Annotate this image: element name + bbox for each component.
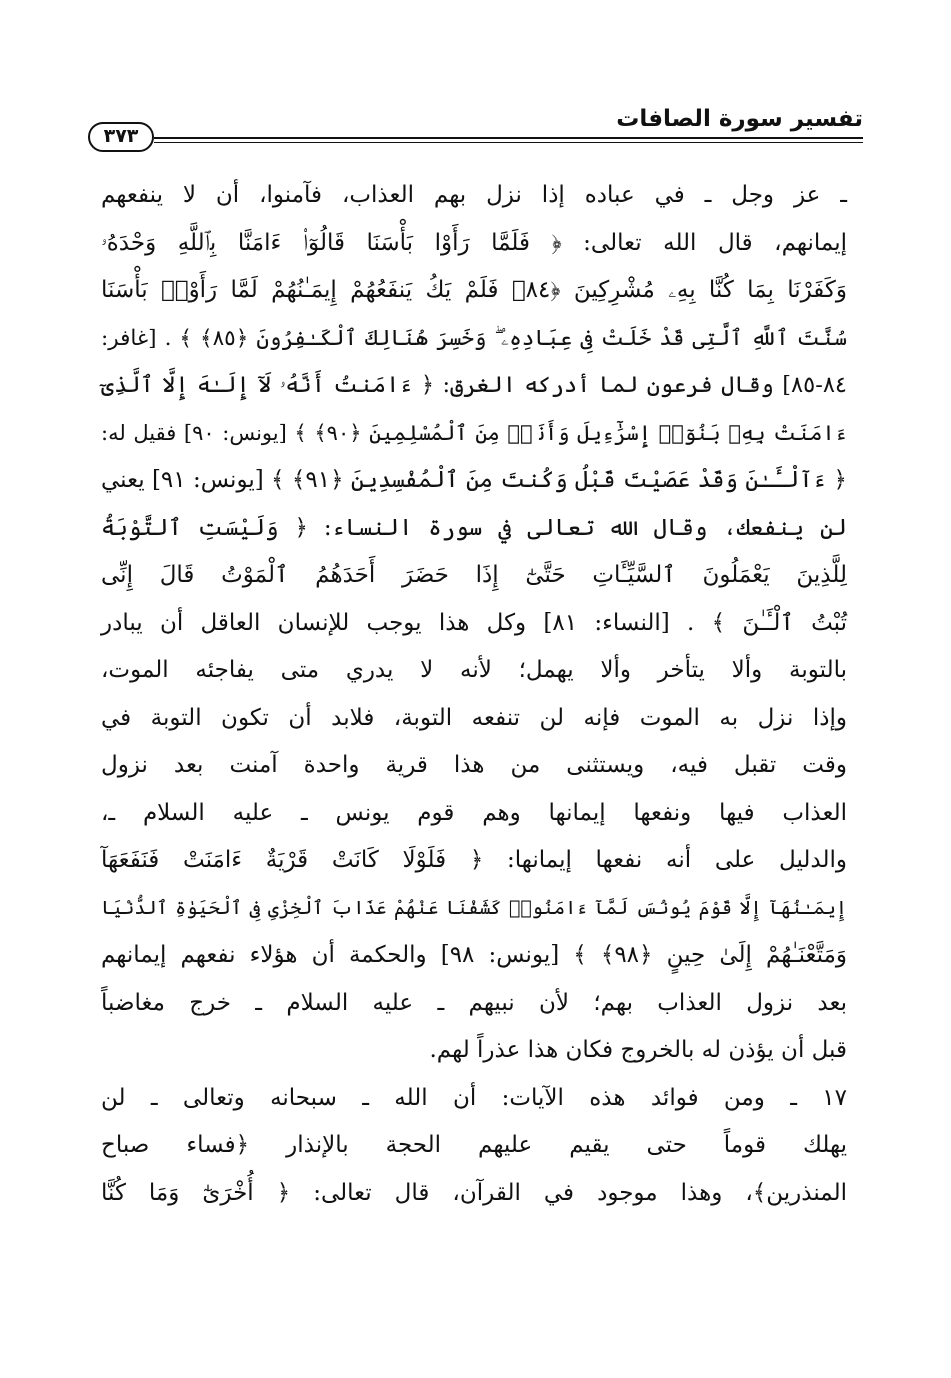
text-line: ءَامَنَتْ بِهِۦ بَنُوٓا۟ إِسْرَٰٓءِيلَ وَأَنَا۠ مِنَ ٱلْمُسْلِمِينَ ﴿٩٠﴾ ﴾ [يونس: ٩٠] فقيل له: [101, 420, 847, 445]
text-line: وقت تقبل فيه، ويستثنى من هذا قرية واحدة آمنت بعد نزول [101, 752, 847, 778]
text-line: تُبْتُ ٱلْـَٔـٰنَ ﴾ . [النساء: ٨١] وكل هذا يوجب للإنسان العاقل أن يبادر [101, 609, 847, 636]
text-line: بعد نزول العذاب بهم؛ لأن نبيهم ـ عليه السلام ـ خرج مغاضباً [101, 989, 847, 1016]
text-line: لن ينفعك، وقال الله تعالى في سورة النساء: ﴿ وَلَيْسَتِ ٱلتَّوْبَةُ [101, 514, 847, 541]
running-title: تفسير سورة الصافات [616, 106, 863, 132]
text-line: إِيمَـٰنُهَآ إِلَّا قَوْمَ يُونُسَ لَمَّآ ءَامَنُوا۟ كَشَفْنَا عَنْهُمْ عَذَابَ ٱلْخِزْىِ فِى ٱلْحَيَوٰةِ ٱلدُّنْيَا [101, 896, 847, 919]
text-line: إيمانهم، قال الله تعالى: ﴿ فَلَمَّا رَأَوْا بَأْسَنَا قَالُوٓا۟ ءَامَنَّا بِٱللَّهِ وَحْدَهُۥ [101, 229, 847, 256]
text-line: ٨٤-٨٥] وقال فرعون لما أدركه الغرق: ﴿ ءَامَنتُ أَنَّهُۥ لَآ إِلَـٰهَ إِلَّا ٱلَّذِىٓ [101, 372, 847, 398]
text-line: ﴿ ءَآلْـَٔـٰنَ وَقَدْ عَصَيْتَ قَبْلُ وَكُنتَ مِنَ ٱلْمُفْسِدِينَ ﴿٩١﴾ ﴾ [يونس: ٩١] يعني [101, 467, 847, 493]
text-line: قبل أن يؤذن له بالخروج فكان هذا عذراً لهم. [429, 1037, 847, 1063]
text-line: وَكَفَرْنَا بِمَا كُنَّا بِهِۦ مُشْرِكِينَ ﴿٨٤﴾ فَلَمْ يَكُ يَنفَعُهُمْ إِيمَـٰنُهُمْ لَمَّا رَأَوْا۟ بَأْسَنَا [101, 277, 847, 303]
text-line: والدليل على أنه نفعها إيمانها: ﴿ فَلَوْلَا كَانَتْ قَرْيَةٌ ءَامَنَتْ فَنَفَعَهَآ [101, 847, 847, 873]
text-line: العذاب فيها ونفعها إيمانها وهم قوم يونس ـ عليه السلام ـ، [101, 799, 847, 826]
text-line: يهلك قوماً حتى يقيم عليهم الحجة بالإنذار ﴿فساء صباح [101, 1132, 847, 1158]
header-rule [154, 137, 863, 139]
text-line: المنذرين﴾، وهذا موجود في القرآن، قال تعالى: ﴿ أُخْرَىٰٓ وَمَا كُنَّا [101, 1179, 847, 1206]
page-header [88, 104, 863, 148]
text-line: ١٧ ـ ومن فوائد هذه الآيات: أن الله ـ سبحانه وتعالى ـ لن [101, 1084, 847, 1111]
text-line: وَمَتَّعْنَـٰهُمْ إِلَىٰ حِينٍ ﴿٩٨﴾ ﴾ [يونس: ٩٨] والحكمة أن هؤلاء نفعهم إيمانهم [101, 942, 848, 968]
text-line: بالتوبة وألا يتأخر وألا يهمل؛ لأنه لا يدري متى يفاجئه الموت، [101, 657, 847, 683]
page-number: ٣٧٣ [88, 122, 154, 152]
text-line: ـ عز وجل ـ في عباده إذا نزل بهم العذاب، فآمنوا، أن لا ينفعهم [101, 182, 847, 208]
text-line: وإذا نزل به الموت فإنه لن تنفعه التوبة، فلابد أن تكون التوبة في [101, 704, 847, 731]
text-line: سُنَّتَ ٱللَّهِ ٱلَّتِى قَدْ خَلَتْ فِى عِبَادِهِۦ ۖ وَخَسِرَ هُنَالِكَ ٱلْكَـٰفِرُونَ ﴿٨٥﴾ ﴾ . [غافر: [101, 325, 847, 351]
body-text [101, 172, 847, 1217]
header-rule-thin [154, 142, 863, 143]
text-line: لِلَّذِينَ يَعْمَلُونَ ٱلسَّيِّـَٔاتِ حَتَّىٰٓ إِذَا حَضَرَ أَحَدَهُمُ ٱلْمَوْتُ قَالَ إِنِّى [101, 562, 847, 588]
